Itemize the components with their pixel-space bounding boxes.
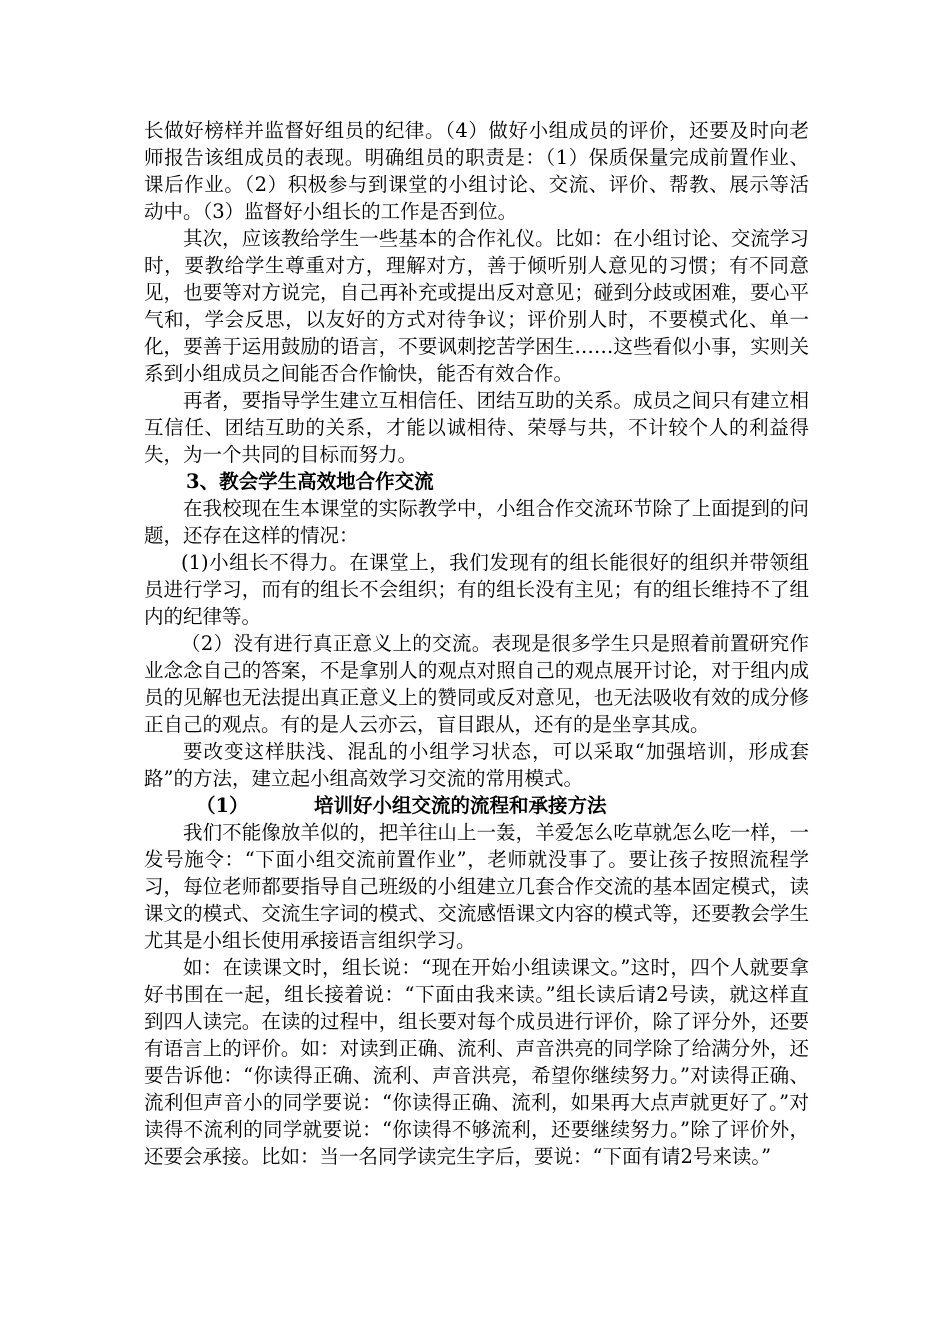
paragraph-group-duties: 长做好榜样并监督好组员的纪律。（4）做好小组成员的评价，还要及时向老师报告该组成员的表现。明确组员的职责是：（1）保质保量完成前置作业、课后作业。（2）积极参与到课堂的小组讨论、交流、评价、帮教、展示等活动中。（3）监督好小组长的工作是否到位。: [144, 119, 809, 223]
paragraph-reading-example: 如：在读课文时，组长说：“现在开始小组读课文。”这时，四个人就要拿好书围在一起，组长接着说：“下面由我来读。”组长读后请2号读，就这样直到四人读完。在读的过程中，组长要对每个成员进行评价，除了评分外，还要有语言上的评价。如：对读到正确、流利、声音洪亮的同学除了给满分外，还要告诉他：“你读得正确、流利、声音洪亮，希望你继续努力。”对读得正确、流利但声音小的同学要说：“你读得正确、流利，如果再大点声就更好了。”对读得不流利的同学就要说：“你读得不够流利，还要继续努力。”除了评价外，还要会承接。比如：当一名同学读完生字后，要说：“下面有请2号来读。”: [144, 956, 809, 1168]
paragraph-cooperation-etiquette: 其次，应该教给学生一些基本的合作礼仪。比如：在小组讨论、交流学习时，要教给学生尊重对方，理解对方，善于倾听别人意见的习惯；有不同意见，也要等对方说完，自己再补充或提出反对意见；碰到分歧或困难，要心平气和，学会反思，以友好的方式对待争议；评价别人时，不要模式化、单一化，要善于运用鼓励的语言，不要讽刺挖苦学困生……这些看似小事，实则关系到小组成员之间能否合作愉快，能否有效合作。: [144, 227, 809, 385]
paragraph-issue-1: (1)小组长不得力。在课堂上，我们发现有的组长能很好的组织并带领组员进行学习，而有的组长不会组织；有的组长没有主见；有的组长维持不了组内的纪律等。: [144, 551, 809, 628]
paragraph-current-situation: 在我校现在生本课堂的实际教学中，小组合作交流环节除了上面提到的问题，还存在这样的情况：: [144, 497, 809, 547]
paragraph-process-models: 我们不能像放羊似的，把羊往山上一轰，羊爱怎么吃草就怎么吃一样，一发号施令：“下面小组交流前置作业”，老师就没事了。要让孩子按照流程学习，每位老师都要指导自己班级的小组建立几套合作交流的基本固定模式，读课文的模式、交流生字词的模式、交流感悟课文内容的模式等，还要教会学生尤其是小组长使用承接语言组织学习。: [144, 821, 809, 952]
paragraph-issue-2: （2）没有进行真正意义上的交流。表现是很多学生只是照着前置研究作业念念自己的答案，不是拿别人的观点对照自己的观点展开讨论，对于组内成员的见解也无法提出真正意义上的赞同或反对意见，也无法吸收有效的成分修正自己的观点。有的是人云亦云，盲目跟从，还有的是坐享其成。: [144, 632, 809, 736]
subsection-title: 培训好小组交流的流程和承接方法: [314, 794, 607, 817]
subsection-heading-training: [144, 792, 809, 819]
paragraph-mutual-trust: 再者，要指导学生建立互相信任、团结互助的关系。成员之间只有建立相互信任、团结互助的关系，才能以诚相待、荣辱与共，不计较个人的利益得失，为一个共同的目标而努力。: [144, 389, 809, 466]
document-page: [144, 117, 809, 1170]
paragraph-solution: 要改变这样肤浅、混乱的小组学习状态，可以采取“加强培训，形成套路”的方法，建立起小组高效学习交流的常用模式。: [144, 740, 809, 790]
section-heading-efficient-cooperation: 3、教会学生高效地合作交流: [186, 470, 434, 493]
subsection-number: （1）: [196, 794, 249, 817]
